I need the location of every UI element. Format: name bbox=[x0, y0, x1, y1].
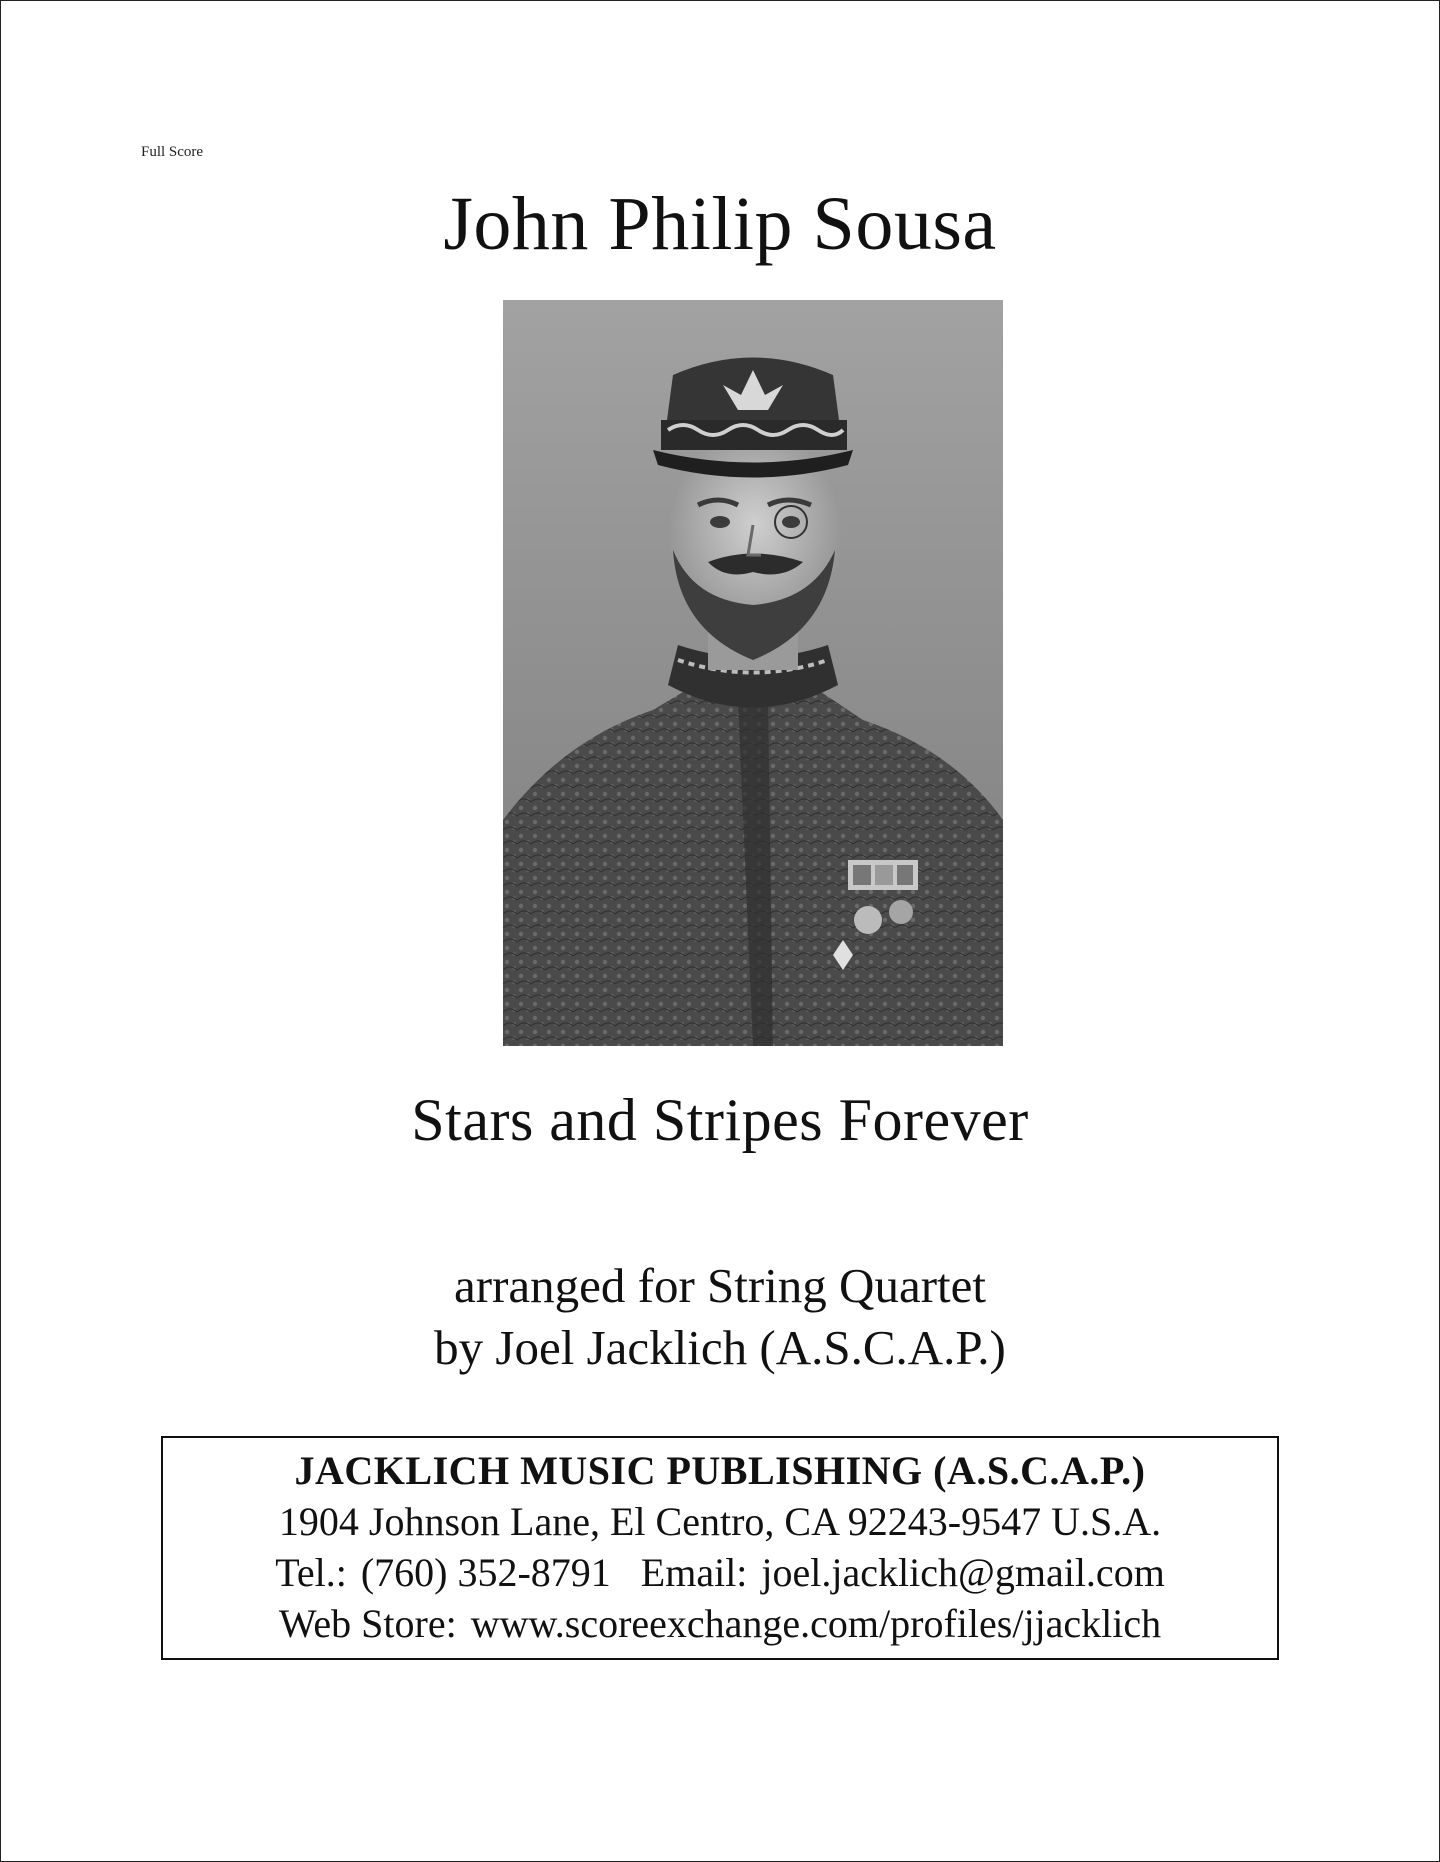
composer-portrait-photo bbox=[503, 300, 1003, 1046]
edition-label: Full Score bbox=[141, 144, 204, 160]
publisher-address: 1904 Johnson Lane, El Centro, CA 92243-9547 U.S.A. bbox=[278, 1499, 1162, 1544]
web-store-label: Web Store: bbox=[278, 1601, 457, 1646]
publisher-name: JACKLICH MUSIC PUBLISHING (A.S.C.A.P.) bbox=[294, 1448, 1146, 1493]
piece-title: Stars and Stripes Forever bbox=[411, 1087, 1029, 1153]
composer-name: John Philip Sousa bbox=[443, 182, 997, 266]
arrangement-line-instrumentation: arranged for String Quartet bbox=[454, 1258, 986, 1313]
tel-label: Tel.: bbox=[275, 1550, 347, 1595]
email-label: Email: bbox=[640, 1550, 748, 1595]
publisher-contact-line bbox=[163, 1547, 1277, 1598]
arrangement-line-arranger: by Joel Jacklich (A.S.C.A.P.) bbox=[434, 1320, 1006, 1375]
publisher-web-line bbox=[163, 1598, 1277, 1649]
web-store-url[interactable]: www.scoreexchange.com/profiles/jjacklich bbox=[470, 1601, 1162, 1646]
email-address[interactable]: joel.jacklich@gmail.com bbox=[761, 1550, 1165, 1595]
tel-number: (760) 352-8791 bbox=[360, 1550, 611, 1595]
arrangement-credit bbox=[0, 1255, 1440, 1379]
publisher-info-box bbox=[161, 1436, 1279, 1660]
